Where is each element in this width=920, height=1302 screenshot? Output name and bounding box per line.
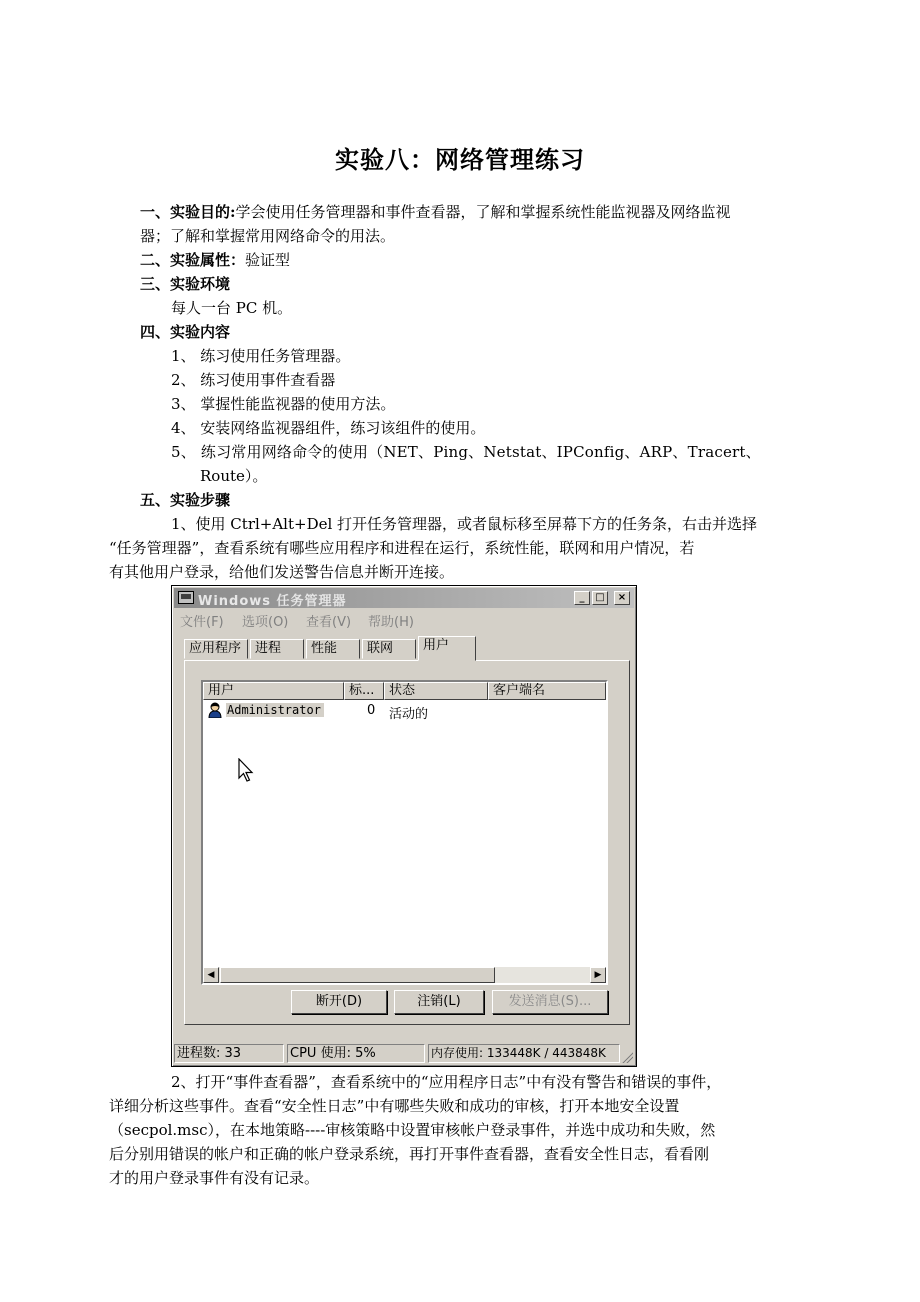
content-item: 4、 安装网络监视器组件，练习该组件的使用。 [171,419,486,437]
step-2-paragraph [109,1070,782,1190]
content-item: 2、 练习使用事件查看器 [171,371,336,389]
horizontal-scrollbar[interactable] [203,967,606,983]
status-bar [174,1044,634,1064]
minimize-icon[interactable]: _ [574,591,590,605]
tab-applications[interactable]: 应用程序 [184,639,248,659]
step-1-line: 1、使用 Ctrl+Alt+Del 打开任务管理器，或者鼠标移至屏幕下方的任务条，右击并选择 [171,515,758,533]
window-title: Windows 任务管理器 [198,594,347,609]
status-memory-usage: 内存使用: 133448K / 443848K [428,1044,620,1063]
section-attribute-heading: 二、实验属性： [140,251,246,269]
page-title: 实验八：网络管理练习 [335,145,585,174]
title-bar[interactable] [174,588,634,608]
menu-help[interactable]: 帮助(H) [368,615,414,630]
scroll-thumb[interactable] [220,967,495,983]
logoff-button[interactable]: 注销(L) [394,990,484,1014]
section-attribute [140,248,782,272]
content-item: 1、 练习使用任务管理器。 [171,347,351,365]
close-icon[interactable]: × [614,591,630,605]
step-2-line: 详细分析这些事件。查看“安全性日志”中有哪些失败和成功的审核，打开本地安全设置 [109,1097,680,1115]
users-list[interactable] [201,680,608,985]
column-header-id[interactable]: 标... [344,682,384,700]
section-environment-heading: 三、实验环境 [140,275,231,293]
task-manager-window [171,585,637,1067]
section-steps-heading: 五、实验步骤 [140,491,231,509]
column-header-client[interactable]: 客户端名 [488,682,606,700]
step-2-line: 才的用户登录事件有没有记录。 [109,1169,320,1187]
tab-processes[interactable]: 进程 [250,639,304,659]
scroll-left-icon[interactable]: ◀ [203,967,219,983]
step-2-line: 2、打开“事件查看器”，查看系统中的“应用程序日志”中有没有警告和错误的事件， [171,1073,722,1091]
section-environment-text: 每人一台 PC 机。 [171,299,293,317]
section-attribute-text: 验证型 [245,251,291,269]
status-cpu-usage: CPU 使用: 5% [287,1044,425,1063]
menu-view[interactable]: 查看(V) [306,615,352,630]
mouse-cursor-icon [238,758,254,784]
step-2-line: （secpol.msc），在本地策略----审核策略中设置审核帐户登录事件，并选中成功和失败，然 [109,1121,716,1139]
tab-networking[interactable]: 联网 [362,639,416,659]
section-purpose [140,200,782,248]
status-process-count: 进程数: 33 [174,1044,284,1063]
resize-grip-icon[interactable] [621,1051,633,1063]
content-item: 5、 练习常用网络命令的使用（NET、Ping、Netstat、IPConfig、ARP、Tracert、 [171,443,761,461]
section-content-heading: 四、实验内容 [140,323,231,341]
section-purpose-text-2: 器；了解和掌握常用网络命令的用法。 [140,227,396,245]
content-item: 3、 掌握性能监视器的使用方法。 [171,395,396,413]
table-row-id: 0 [367,703,376,718]
step-2-line: 后分别用错误的帐户和正确的帐户登录系统，再打开事件查看器，查看安全性日志，看看刚 [109,1145,710,1163]
section-purpose-heading: 一、实验目的: [140,203,236,221]
menu-file[interactable]: 文件(F) [180,615,224,630]
scroll-right-icon[interactable]: ▶ [590,967,606,983]
column-header-status[interactable]: 状态 [384,682,488,700]
column-header-user[interactable]: 用户 [203,682,344,700]
table-row-user[interactable]: Administrator [226,703,324,717]
table-row-status: 活动的 [389,707,429,722]
step-1-line: 有其他用户登录，给他们发送警告信息并断开连接。 [109,563,455,581]
send-message-button[interactable]: 发送消息(S)... [492,990,608,1014]
tab-performance[interactable]: 性能 [306,639,360,659]
disconnect-button[interactable]: 断开(D) [291,990,387,1014]
maximize-icon[interactable]: □ [592,591,608,605]
app-monitor-icon [178,591,194,604]
content-item-continued: Route）。 [200,467,268,485]
menu-options[interactable]: 选项(O) [242,615,289,630]
step-1-line: “任务管理器”，查看系统有哪些应用程序和进程在运行，系统性能，联网和用户情况，若 [109,539,695,557]
step-1-paragraph [109,512,782,584]
section-purpose-text: 学会使用任务管理器和事件查看器，了解和掌握系统性能监视器及网络监视 [235,203,731,221]
user-icon [208,702,222,718]
tab-users[interactable]: 用户 [418,636,476,661]
